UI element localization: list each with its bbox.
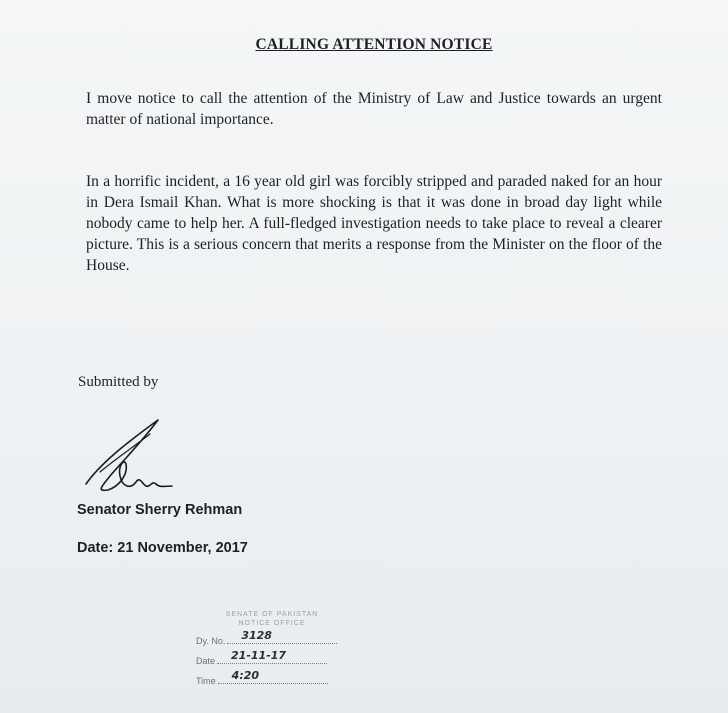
stamp-time-value: 4:20 <box>231 669 260 682</box>
stamp-number-value: 3128 <box>241 629 272 642</box>
document-title: CALLING ATTENTION NOTICE <box>255 36 493 53</box>
stamp-header-line1: SENATE OF PAKISTAN <box>225 611 319 618</box>
submitted-by-label: Submitted by <box>78 374 159 390</box>
stamp-date-label: Date <box>196 656 216 666</box>
stamp-date-row <box>196 649 327 666</box>
stamp-number-label: Dy. No. <box>196 636 226 646</box>
stamp-time-label: Time <box>196 676 216 686</box>
stamp-date-value: 21-11-17 <box>231 649 287 662</box>
document-date: Date: 21 November, 2017 <box>77 540 248 556</box>
receipt-stamp <box>188 606 348 706</box>
notice-paragraph-2: In a horrific incident, a 16 year old girl was forcibly stripped and paraded naked for an hour in Dera Ismail Khan. What is more shocking is that it was done in broad day light while nobody came to help her. A full-fledged investigation needs to take place to reveal a clearer picture. This is a serious concern that merits a response from the Minister on the floor of the House. <box>86 173 662 274</box>
stamp-time-row <box>196 669 328 686</box>
stamp-number-row <box>196 629 337 646</box>
notice-paragraph-1: I move notice to call the attention of the Ministry of Law and Justice towards an urgent matter of national importance. <box>86 90 662 128</box>
signature-icon <box>80 414 200 504</box>
stamp-header <box>212 610 332 628</box>
sender-name: Senator Sherry Rehman <box>77 502 243 518</box>
stamp-header-line2: NOTICE OFFICE <box>238 620 306 627</box>
